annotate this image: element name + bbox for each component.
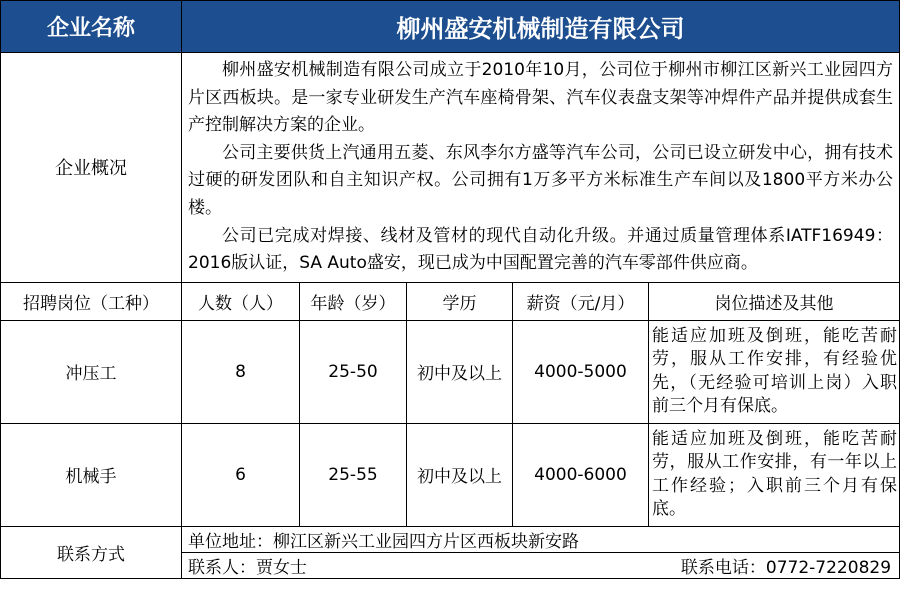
company-name-label: 企业名称: [1, 1, 182, 53]
company-name: 柳州盛安机械制造有限公司: [182, 1, 900, 53]
col-header-education: 学历: [407, 282, 513, 320]
col-header-count: 人数（人）: [182, 282, 300, 320]
job-description: 能适应加班及倒班，能吃苦耐劳，服从工作安排，有一年以上工作经验；入职前三个月有保底。: [649, 423, 900, 526]
col-header-description: 岗位描述及其他: [649, 282, 900, 320]
job-count: 8: [182, 320, 300, 423]
job-count: 6: [182, 423, 300, 526]
contact-person: 联系人：贾女士: [188, 557, 307, 578]
table-row: [1, 320, 900, 423]
col-header-age: 年龄（岁）: [300, 282, 407, 320]
header-row: [1, 1, 900, 53]
overview-paragraph: 公司已完成对焊接、线材及管材的现代自动化升级。并通过质量管理体系IATF16949：2016版认证，SA Auto盛安，现已成为中国配置完善的汽车零部件供应商。: [188, 225, 894, 274]
job-position: 冲压工: [1, 320, 182, 423]
job-salary: 4000-6000: [513, 423, 649, 526]
job-age: 25-55: [300, 423, 407, 526]
table-row: [1, 423, 900, 526]
job-age: 25-50: [300, 320, 407, 423]
contact-phone: 联系电话：0772-7220829: [680, 557, 892, 578]
col-header-salary: 薪资（元/月）: [513, 282, 649, 320]
job-position: 机械手: [1, 423, 182, 526]
overview-row: [1, 53, 900, 283]
contact-row: [1, 526, 900, 552]
col-header-position: 招聘岗位（工种）: [1, 282, 182, 320]
job-description: 能适应加班及倒班，能吃苦耐劳，服从工作安排，有经验优先，（无经验可培训上岗）入职前三个月有保底。: [649, 320, 900, 423]
job-education: 初中及以上: [407, 423, 513, 526]
overview-paragraph: 柳州盛安机械制造有限公司成立于2010年10月，公司位于柳州市柳江区新兴工业园四方片区西板块。是一家专业研发生产汽车座椅骨架、汽车仪表盘支架等冲焊件产品并提供成套生产控制解决方案的企业。: [188, 60, 894, 136]
overview-text: [182, 53, 900, 283]
job-salary: 4000-5000: [513, 320, 649, 423]
contact-label: 联系方式: [1, 526, 182, 578]
contact-person-line: [182, 552, 900, 578]
column-header-row: [1, 282, 900, 320]
job-education: 初中及以上: [407, 320, 513, 423]
contact-address: 单位地址：柳江区新兴工业园四方片区西板块新安路: [182, 526, 900, 552]
overview-label: 企业概况: [1, 53, 182, 283]
overview-paragraph: 公司主要供货上汽通用五菱、东风李尔方盛等汽车公司，公司已设立研发中心，拥有技术过硬的研发团队和自主知识产权。公司拥有1万多平方米标准生产车间以及1800平方米办公楼。: [188, 142, 894, 218]
